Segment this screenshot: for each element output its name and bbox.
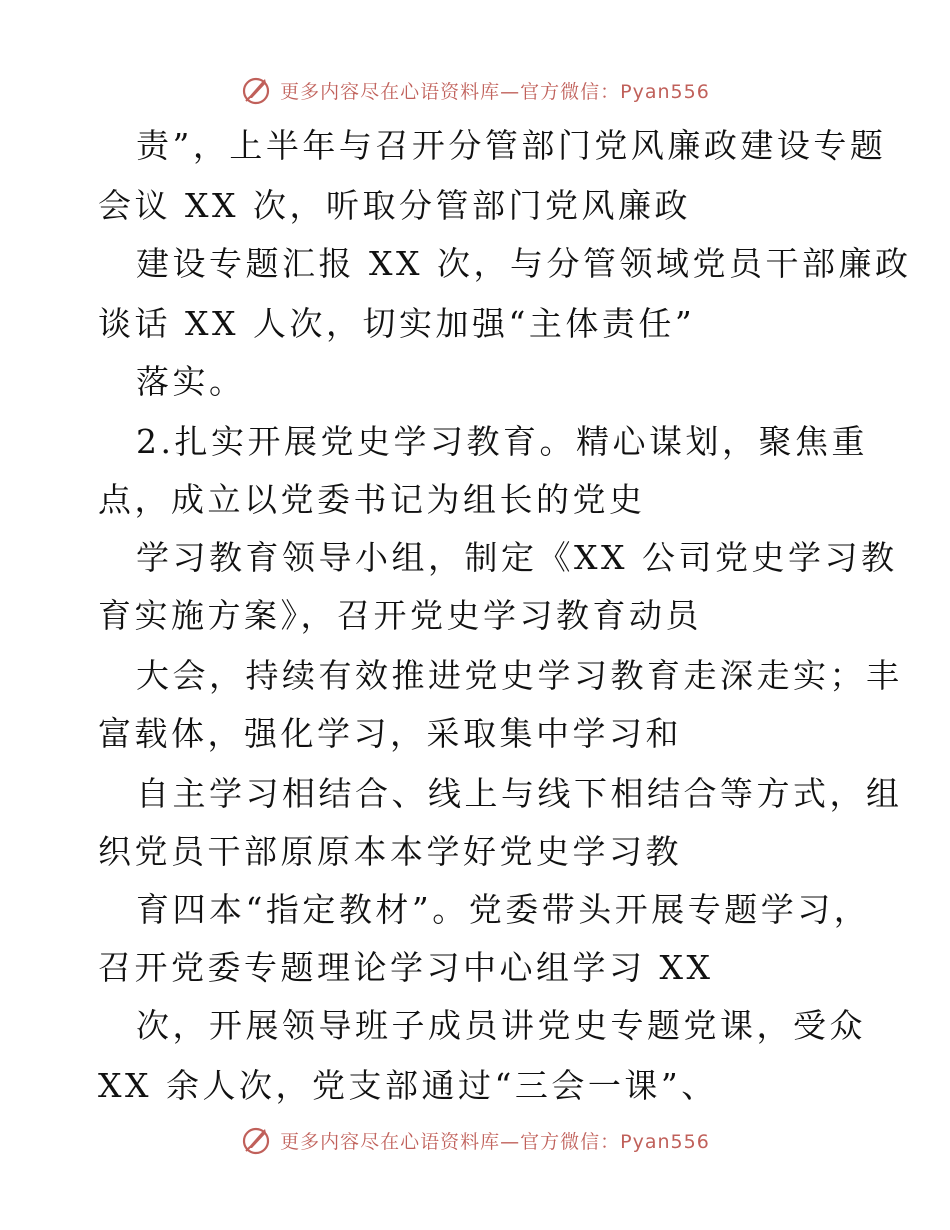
quill-logo-icon: [240, 1124, 272, 1156]
text-line: 次，开展领导班子成员讲党史专题党课，受众: [136, 1006, 866, 1045]
text-line: XX 余人次，党支部通过“三会一课”、: [98, 1066, 718, 1105]
quill-logo-icon: [240, 74, 272, 106]
header-banner: [0, 70, 950, 110]
footer-banner-text: 更多内容尽在心语资料库—官方微信：Pyan556: [280, 1130, 710, 1153]
text-line: 育实施方案》，召开党史学习教育动员: [98, 596, 702, 635]
text-line: 点，成立以党委书记为组长的党史: [98, 480, 646, 519]
text-line: 大会，持续有效推进党史学习教育走深走实；丰: [136, 656, 903, 695]
text-line: 建设专题汇报 XX 次，与分管领域党员干部廉政: [136, 244, 912, 283]
text-line: 会议 XX 次，听取分管部门党风廉政: [98, 186, 691, 225]
text-line: 自主学习相结合、线上与线下相结合等方式，组: [136, 774, 903, 813]
text-line: 学习教育领导小组，制定《XX 公司党史学习教: [136, 538, 898, 577]
text-line: 富载体，强化学习，采取集中学习和: [98, 714, 682, 753]
header-banner-text: 更多内容尽在心语资料库—官方微信：Pyan556: [280, 80, 710, 103]
text-line: 责”，上半年与召开分管部门党风廉政建设专题: [136, 126, 887, 165]
text-line: 育四本“指定教材”。党委带头开展专题学习，: [136, 890, 871, 929]
footer-banner: [0, 1120, 950, 1160]
text-line: 2.扎实开展党史学习教育。精心谋划，聚焦重: [136, 422, 868, 461]
text-line: 织党员干部原原本本学好党史学习教: [98, 832, 682, 871]
text-line: 谈话 XX 人次，切实加强“主体责任”: [98, 304, 696, 343]
text-line: 召开党委专题理论学习中心组学习 XX: [98, 948, 714, 987]
text-line: 落实。: [136, 362, 246, 401]
